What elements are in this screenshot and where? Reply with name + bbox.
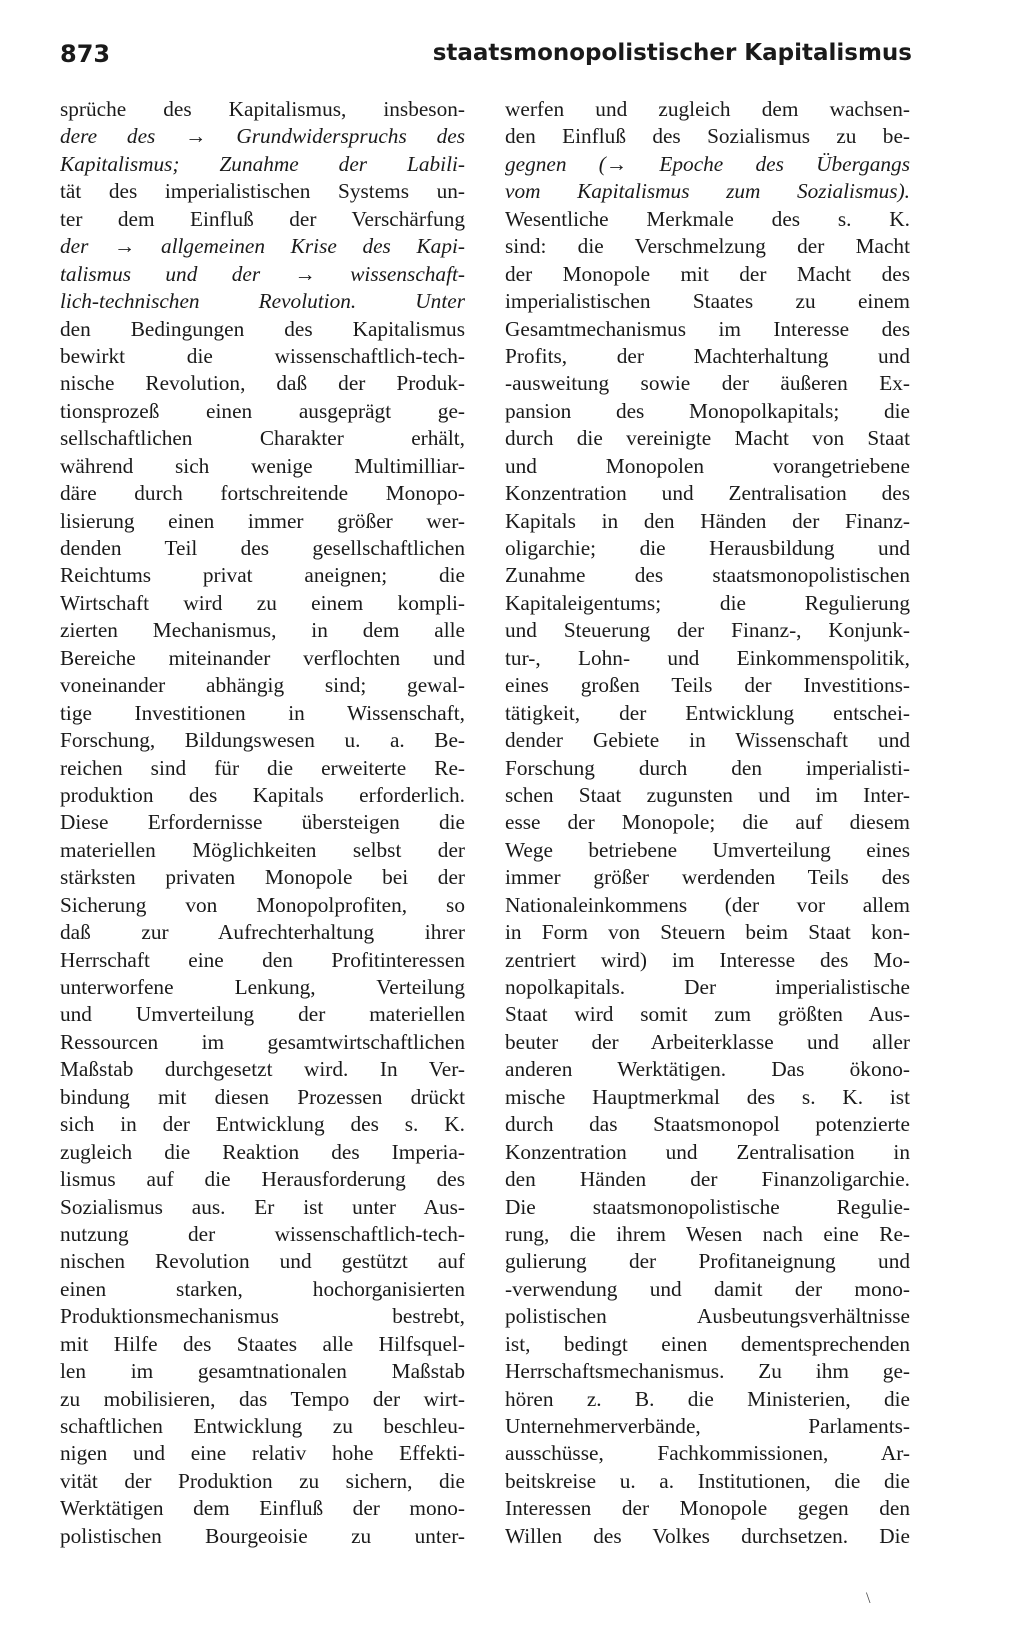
text-line: bewirkt die wissenschaftlich-tech-: [60, 343, 465, 368]
text-line: Profits, der Machterhaltung und: [505, 343, 910, 368]
text-line: nischen Revolution und gestützt auf: [60, 1249, 465, 1274]
text-line: nopolkapitals. Der imperialistische: [505, 975, 910, 999]
text-line: Kapitaleigentums; die Regulierung: [505, 590, 910, 615]
text-line: Werktätigen dem Einfluß der mono-: [60, 1496, 465, 1521]
text-line: len im gesamtnationalen Maßstab: [60, 1359, 465, 1384]
text-line: Gesamtmechanismus im Interesse des: [505, 316, 910, 341]
text-line: Diese Erfordernisse übersteigen die: [60, 810, 465, 835]
text-line: den Einfluß des Sozialismus zu be-: [505, 124, 910, 149]
text-line: daß zur Aufrechterhaltung ihrer: [60, 920, 465, 945]
text-line: und Monopolen vorangetriebene: [505, 453, 910, 478]
text-line: ausschüsse, Fachkommissionen, Ar-: [505, 1441, 910, 1466]
text-line: nische Revolution, daß der Produk-: [60, 371, 465, 396]
text-line: tät des imperialistischen Systems un-: [60, 179, 465, 204]
text-line: tige Investitionen in Wissenschaft,: [60, 700, 465, 725]
text-line: der → allgemeinen Krise des Kapi-: [60, 234, 465, 259]
text-line: schen Staat zugunsten und im Inter-: [505, 782, 910, 807]
text-line: imperialistischen Staates zu einem: [505, 289, 910, 314]
text-line: rung, die ihrem Wesen nach eine Re-: [505, 1221, 910, 1246]
text-line: oligarchie; die Herausbildung und: [505, 536, 910, 560]
text-line: sprüche des Kapitalismus, insbeson-: [60, 97, 465, 121]
text-line: beuter der Arbeiterklasse und aller: [505, 1029, 910, 1054]
text-line: Herrschaft eine den Profitinteressen: [60, 947, 465, 972]
text-line: und Umverteilung der materiellen: [60, 1002, 465, 1027]
text-line: -ausweitung sowie der äußeren Ex-: [505, 371, 910, 396]
text-line: und Steuerung der Finanz-, Konjunk-: [505, 618, 910, 643]
text-line: ter dem Einfluß der Verschärfung: [60, 206, 465, 231]
text-line: durch die vereinigte Macht von Staat: [505, 426, 910, 451]
text-line: tätigkeit, der Entwicklung entschei-: [505, 700, 910, 725]
text-line: Konzentration und Zentralisation in: [505, 1139, 910, 1164]
text-line: reichen sind für die erweiterte Re-: [60, 755, 465, 780]
text-line: lismus auf die Herausforderung des: [60, 1167, 465, 1192]
text-line: in Form von Steuern beim Staat kon-: [505, 920, 910, 945]
text-line: Konzentration und Zentralisation des: [505, 481, 910, 506]
text-line: esse der Monopole; die auf diesem: [505, 810, 910, 835]
text-line: Staat wird somit zum größten Aus-: [505, 1002, 910, 1027]
text-line: zierten Mechanismus, in dem alle: [60, 618, 465, 643]
text-line: den Händen der Finanzoligarchie.: [505, 1167, 910, 1192]
text-line: beitskreise u. a. Institutionen, die die: [505, 1468, 910, 1493]
text-line: Sozialismus aus. Er ist unter Aus-: [60, 1194, 465, 1219]
text-line: durch das Staatsmonopol potenzierte: [505, 1112, 910, 1137]
text-line: anderen Werktätigen. Das ökono-: [505, 1057, 910, 1082]
text-line: sich in der Entwicklung des s. K.: [60, 1112, 465, 1137]
text-line: nutzung der wissenschaftlich-tech-: [60, 1221, 465, 1246]
text-line: Wesentliche Merkmale des s. K.: [505, 206, 910, 231]
text-line: hören z. B. die Ministerien, die: [505, 1386, 910, 1411]
text-line: mische Hauptmerkmal des s. K. ist: [505, 1084, 910, 1109]
text-line: Bereiche miteinander verflochten und: [60, 645, 465, 670]
text-line: Unternehmerverbände, Parlaments-: [505, 1414, 910, 1438]
text-line: voneinander abhängig sind; gewal-: [60, 673, 465, 698]
text-line: Forschung durch den imperialisti-: [505, 755, 910, 780]
text-line: werfen und zugleich dem wachsen-: [505, 97, 910, 121]
text-line: zentriert wird) im Interesse des Mo-: [505, 947, 910, 972]
text-line: polistischen Ausbeutungsverhältnisse: [505, 1304, 910, 1329]
text-line: den Bedingungen des Kapitalismus: [60, 316, 465, 341]
text-line: Kapitals in den Händen der Finanz-: [505, 508, 910, 533]
text-line: Wege betriebene Umverteilung eines: [505, 837, 910, 862]
text-line: polistischen Bourgeoisie zu unter-: [60, 1523, 465, 1548]
text-line: Wirtschaft wird zu einem kompli-: [60, 590, 465, 615]
text-line: lich-technischen Revolution. Unter: [60, 289, 465, 314]
text-line: materiellen Möglichkeiten selbst der: [60, 837, 465, 862]
text-line: produktion des Kapitals erforderlich.: [60, 782, 465, 807]
text-line: eines großen Teils der Investitions-: [505, 673, 910, 698]
text-line: -verwendung und damit der mono-: [505, 1276, 910, 1301]
text-line: Forschung, Bildungswesen u. a. Be-: [60, 728, 465, 753]
right-column: [505, 96, 910, 1550]
text-line: einen starken, hochorganisierten: [60, 1276, 465, 1301]
stray-mark: \: [866, 1590, 871, 1607]
text-line: unterworfene Lenkung, Verteilung: [60, 975, 465, 999]
text-line: talismus und der → wissenschaft-: [60, 261, 465, 286]
text-line: Nationaleinkommens (der vor allem: [505, 892, 910, 917]
text-line: Kapitalismus; Zunahme der Labili-: [60, 151, 465, 176]
text-line: Ressourcen im gesamtwirtschaftlichen: [60, 1029, 465, 1054]
text-line: der Monopole mit der Macht des: [505, 261, 910, 286]
text-line: gegnen (→ Epoche des Übergangs: [505, 151, 910, 176]
text-line: dere des → Grundwiderspruchs des: [60, 124, 465, 149]
text-line: Sicherung von Monopolprofiten, so: [60, 892, 465, 917]
text-line: Interessen der Monopole gegen den: [505, 1496, 910, 1521]
text-line: Maßstab durchgesetzt wird. In Ver-: [60, 1057, 465, 1082]
text-line: bindung mit diesen Prozessen drückt: [60, 1084, 465, 1109]
text-line: zugleich die Reaktion des Imperia-: [60, 1139, 465, 1164]
text-line: sellschaftlichen Charakter erhält,: [60, 426, 465, 451]
text-line: sind: die Verschmelzung der Macht: [505, 234, 910, 259]
text-line: ist, bedingt einen dementsprechenden: [505, 1331, 910, 1356]
text-line: denden Teil des gesellschaftlichen: [60, 536, 465, 560]
text-line: Die staatsmonopolistische Regulie-: [505, 1194, 910, 1219]
left-column: [60, 96, 465, 1550]
running-title: staatsmonopolistischer Kapitalismus: [432, 40, 912, 66]
text-line: nigen und eine relativ hohe Effekti-: [60, 1441, 465, 1466]
text-line: lisierung einen immer größer wer-: [60, 508, 465, 533]
text-line: dender Gebiete in Wissenschaft und: [505, 728, 910, 753]
text-line: tur-, Lohn- und Einkommenspolitik,: [505, 645, 910, 670]
text-line: pansion des Monopolkapitals; die: [505, 398, 910, 423]
text-line: gulierung der Profitaneignung und: [505, 1249, 910, 1274]
text-line: während sich wenige Multimilliar-: [60, 453, 465, 478]
text-line: schaftlichen Entwicklung zu beschleu-: [60, 1414, 465, 1438]
text-line: stärksten privaten Monopole bei der: [60, 865, 465, 890]
text-line: vität der Produktion zu sichern, die: [60, 1468, 465, 1493]
text-line: vom Kapitalismus zum Sozialismus).: [505, 179, 910, 204]
text-line: immer größer werdenden Teils des: [505, 865, 910, 890]
text-line: däre durch fortschreitende Monopo-: [60, 481, 465, 506]
text-line: Reichtums privat aneignen; die: [60, 563, 465, 588]
text-line: Zunahme des staatsmonopolistischen: [505, 563, 910, 588]
text-line: Herrschaftsmechanismus. Zu ihm ge-: [505, 1359, 910, 1384]
text-line: tionsprozeß einen ausgeprägt ge-: [60, 398, 465, 423]
text-line: zu mobilisieren, das Tempo der wirt-: [60, 1386, 465, 1411]
text-line: Willen des Volkes durchsetzen. Die: [505, 1523, 910, 1548]
page-number: 873: [60, 40, 111, 68]
text-line: mit Hilfe des Staates alle Hilfsquel-: [60, 1331, 465, 1356]
text-line: Produktionsmechanismus bestrebt,: [60, 1304, 465, 1329]
